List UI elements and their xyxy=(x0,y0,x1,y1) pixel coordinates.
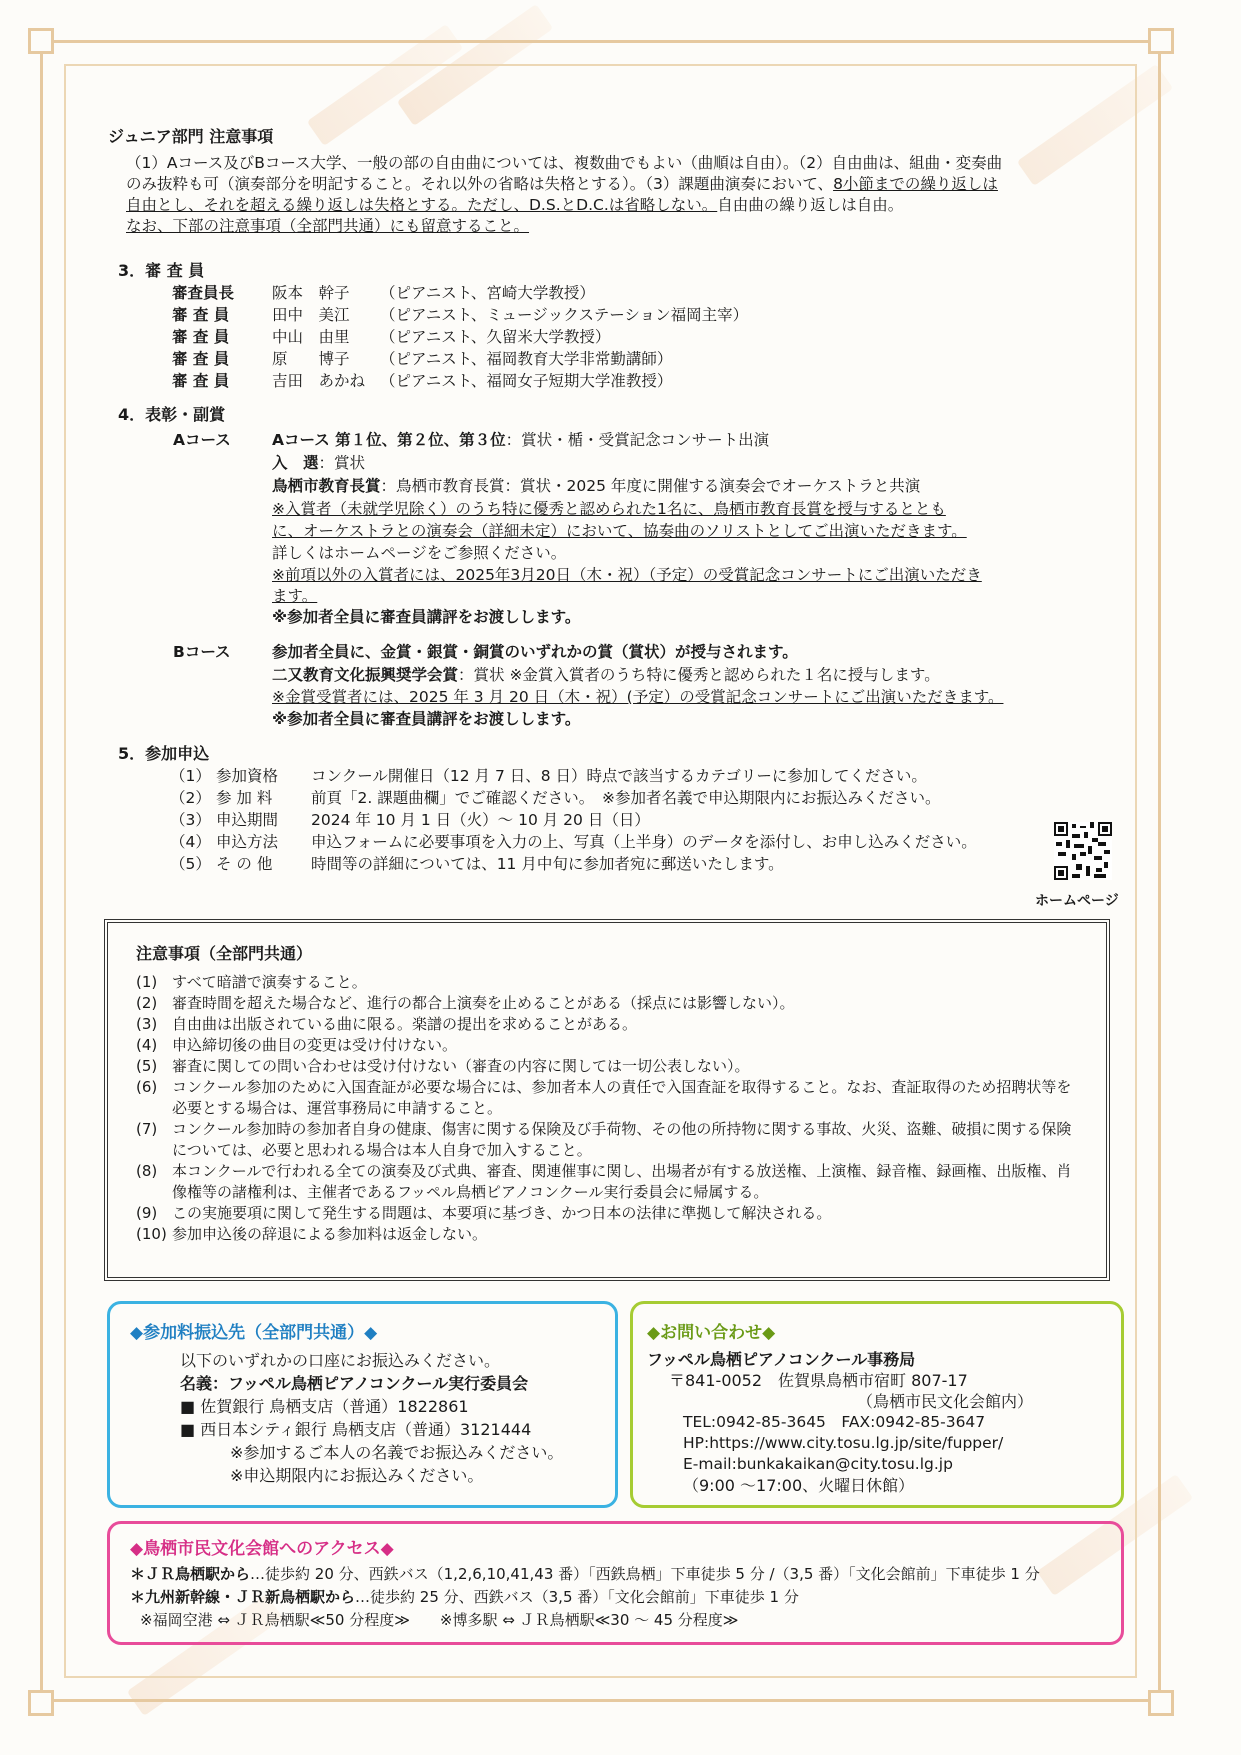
contact-box: ◆お問い合わせ◆ フッペル鳥栖ピアノコンクール事務局 〒841-0052 佐賀県鳥栖市宿町 807-17 （鳥栖市民文化会館内） TEL:0942-85-3645 FAX:0942-85-3647 HP:https://www.city.tosu.lg.jp/site/fupper/ E-mail:bunkakaikan@city.tosu.lg.jp （9:00 ～17:00、火曜日休館） xyxy=(630,1301,1124,1508)
note-item: (8) 本コンクールで行われる全ての演奏及び式典、審査、関連催事に関し、出場者が有する放送権、上演権、録音権、録画権、出版権、肖像権等の諸権利は、主催者であるフッペル鳥栖ピアノコンクール実行委員会に帰属する。 xyxy=(136,1162,1072,1201)
junior-notes xyxy=(108,124,1138,237)
apply-heading: 5．参加申込 xyxy=(118,744,210,763)
b-course-label: Bコース xyxy=(173,643,231,661)
common-notes-list xyxy=(136,972,1084,1245)
note-item: (7) コンクール参加時の参加者自身の健康、傷害に関する保険及び手荷物、その他の所持物に関する事故、火災、盗難、破損に関する保険については、必要と思われる場合は本人自身で加入すること。 xyxy=(136,1120,1072,1159)
frame-corner xyxy=(1148,1690,1174,1716)
contact-title: ◆お問い合わせ◆ xyxy=(647,1323,776,1343)
payment-title: ◆参加料振込先（全部門共通）◆ xyxy=(130,1323,378,1343)
contact-tel: TEL:0942-85-3645 FAX:0942-85-3647 xyxy=(683,1413,986,1431)
note-item: (1) すべて暗譜で演奏すること。 xyxy=(136,973,367,991)
judge-row: 審 査 員 田中 美江 （ピアニスト、ミュージックステーション福岡主宰） xyxy=(172,306,749,324)
bank-account-2: ■ 西日本シティ銀行 鳥栖支店（普通）3121444 xyxy=(180,1420,532,1439)
note-item: (5) 審査に関しての問い合わせは受け付けない（審査の内容に関しては一切公表しない）。 xyxy=(136,1057,750,1075)
common-notes-title: 注意事項（全部門共通） xyxy=(136,944,313,963)
access-box: ◆鳥栖市民文化会館へのアクセス◆ ＊ＪＲ鳥栖駅から…徒歩約 20 分、西鉄バス（1,2,6,10,41,43 番）「西鉄鳥栖」下車徒歩 5 分 /（3,5 番）「文化会館前」下車徒歩 1 分 ＊九州新幹線・ＪＲ新鳥栖駅から…徒歩約 25 分、西鉄バス（3,5 番）「文化会館前」下車徒歩 1 分 ※福岡空港 ⇔ ＪＲ鳥栖駅≪50 分程度≫ ※博多駅 ⇔ ＪＲ鳥栖駅≪30 ～ 45 分程度≫ xyxy=(107,1521,1124,1645)
note-item: (9) この実施要項に関して発生する問題は、本要項に基づき、かつ日本の法律に準拠して解決される。 xyxy=(136,1204,832,1222)
bank-account-1: ■ 佐賀銀行 鳥栖支店（普通）1822861 xyxy=(180,1397,469,1416)
frame-corner xyxy=(28,1690,54,1716)
apply-item: （5） そ の 他 時間等の詳細については、11 月中旬に参加者宛に郵送いたします。 xyxy=(170,855,784,873)
judge-row: 審 査 員 吉田 あかね （ピアニスト、福岡女子短期大学准教授） xyxy=(172,372,673,390)
apply-item: （1） 参加資格 コンクール開催日（12 月 7 日、8 日）時点で該当するカテゴリーに参加してください。 xyxy=(170,767,927,785)
apply-item: （3） 申込期間 2024 年 10 月 1 日（火）～ 10 月 20 日（日） xyxy=(170,811,650,829)
judge-row: 審 査 員 中山 由里 （ピアニスト、久留米大学教授） xyxy=(172,328,611,346)
note-item: (6) コンクール参加のために入国査証が必要な場合には、参加者本人の責任で入国査証を取得すること。なお、査証取得のため招聘状等を必要とする場合は、運営事務局に申請すること。 xyxy=(136,1078,1072,1117)
awards-heading: 4．表彰・副賞 xyxy=(118,405,226,424)
note-item: (3) 自由曲は出版されている曲に限る。楽譜の提出を求めることがある。 xyxy=(136,1015,638,1033)
frame-corner xyxy=(1148,28,1174,54)
common-notes-box xyxy=(104,919,1110,1281)
judges-heading: 3．審 査 員 xyxy=(118,261,205,280)
a-course-label: Aコース xyxy=(173,431,231,449)
frame-corner xyxy=(28,28,54,54)
note-item: (4) 申込締切後の曲目の変更は受け付けない。 xyxy=(136,1036,458,1054)
note-item: (10) 参加申込後の辞退による参加料は返金しない。 xyxy=(136,1225,488,1243)
apply-item: （4） 申込方法 申込フォームに必要事項を入力の上、写真（上半身）のデータを添付し、お申し込みください。 xyxy=(170,833,977,851)
note-item: (2) 審査時間を超えた場合など、進行の都合上演奏を止めることがある（採点には影響しない）。 xyxy=(136,994,795,1012)
junior-notes-title: ジュニア部門 注意事項 xyxy=(108,127,274,146)
contact-hp-link[interactable]: HP:https://www.city.tosu.lg.jp/site/fupper/ xyxy=(683,1434,1004,1452)
judge-row: 審 査 員 原 博子 （ピアニスト、福岡教育大学非常勤講師） xyxy=(172,350,673,368)
judge-row: 審査員長 阪本 幹子 （ピアニスト、宮崎大学教授） xyxy=(172,284,595,302)
payment-box: ◆参加料振込先（全部門共通）◆ 以下のいずれかの口座にお振込みください。 名義：フッペル鳥栖ピアノコンクール実行委員会 ■ 佐賀銀行 鳥栖支店（普通）1822861 ■ 西日本シティ銀行 鳥栖支店（普通）3121444 ※参加するご本人の名義でお振込みください。 ※申込期限内にお振込みください。 xyxy=(107,1301,618,1508)
apply-item: （2） 参 加 料 前頁「2. 課題曲欄」でご確認ください。 ※参加者名義で申込期限内にお振込みください。 xyxy=(170,789,941,807)
access-title: ◆鳥栖市民文化会館へのアクセス◆ xyxy=(130,1539,394,1559)
homepage-qr-code[interactable] xyxy=(1054,822,1112,880)
qr-caption: ホームページ xyxy=(1035,893,1119,909)
contact-email-link[interactable]: E-mail:bunkakaikan@city.tosu.lg.jp xyxy=(683,1455,953,1473)
junior-notes-text: （1）Aコース及びBコース大学、一般の部の自由曲については、複数曲でもよい（曲順は自由）。（2）自由曲は、組曲・変奏曲 のみ抜粋も可（演奏部分を明記すること。それ以外の省略は失格とする）。（3）課題曲演奏において、8小節までの繰り返しは 自由とし、それを超える繰り返しは失格とする。ただし、D.S.とD.C.は省略しない。自由曲の繰り返しは自由。 なお、下部の注意事項（全部門共通）にも留意すること。 xyxy=(126,154,1003,235)
